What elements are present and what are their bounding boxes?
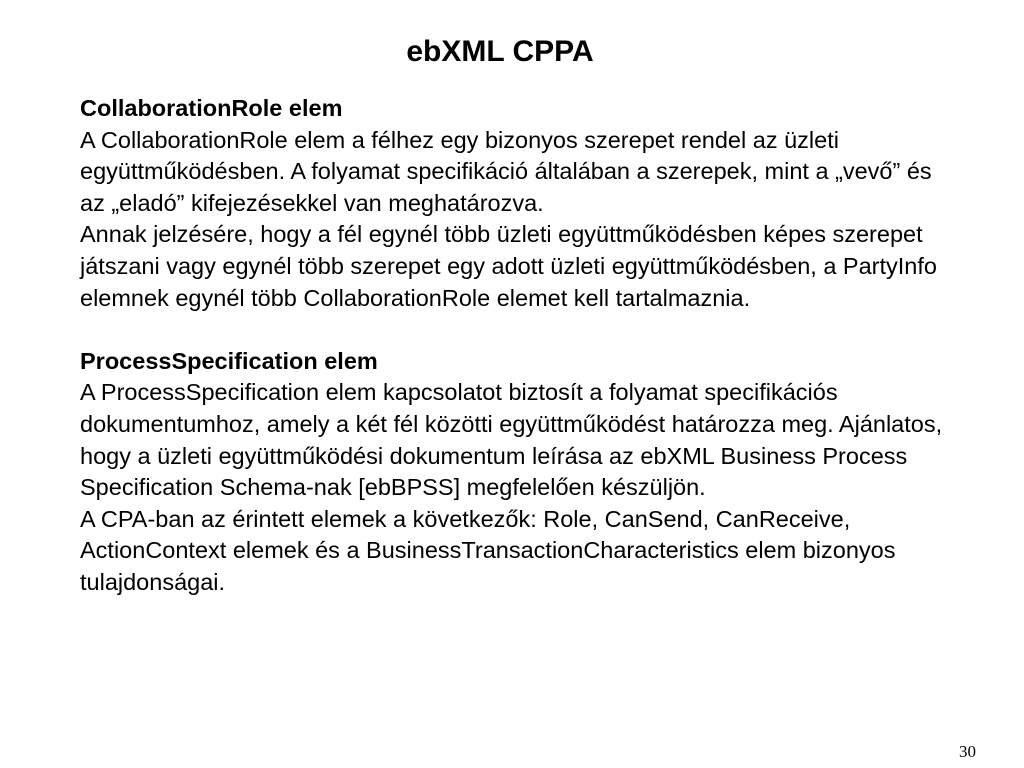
- section-paragraph: A CollaborationRole elem a félhez egy bizonyos szerepet rendel az üzleti együttműködésben. A folyamat specifikáció általában a szerepek, mint a „vevő” és az „eladó” kifejezésekkel van meghatározva.: [80, 126, 932, 216]
- section-paragraph: Annak jelzésére, hogy a fél egynél több üzleti együttműködésben képes szerepet játszani vagy egynél több szerepet egy adott üzleti együttműködésben, a PartyInfo elemnek egynél több CollaborationRole elemet kell tartalmaznia.: [80, 221, 937, 311]
- section-spacer: [80, 314, 960, 346]
- section-heading-collaboration-role: CollaborationRole elem: [80, 95, 343, 121]
- slide-title: ebXML CPPA: [406, 35, 594, 68]
- section-paragraph: A ProcessSpecification elem kapcsolatot biztosít a folyamat specifikációs dokumentumhoz, amely a két fél közötti együttműködést határozza meg. Ajánlatos, hogy a üzleti együttműködési dokumentum leírása az ebXML Business Process Specification Schema-nak [ebBPSS] megfelelően készüljön.: [80, 379, 943, 501]
- section-heading-process-specification: ProcessSpecification elem: [80, 347, 378, 374]
- page-number: 30: [959, 742, 976, 761]
- section-paragraph: A CPA-ban az érintett elemek a következők: Role, CanSend, CanReceive, ActionContext elemek és a BusinessTransactionCharacteristics elem bizonyos tulajdonságai.: [80, 505, 896, 595]
- slide-body: [80, 93, 960, 599]
